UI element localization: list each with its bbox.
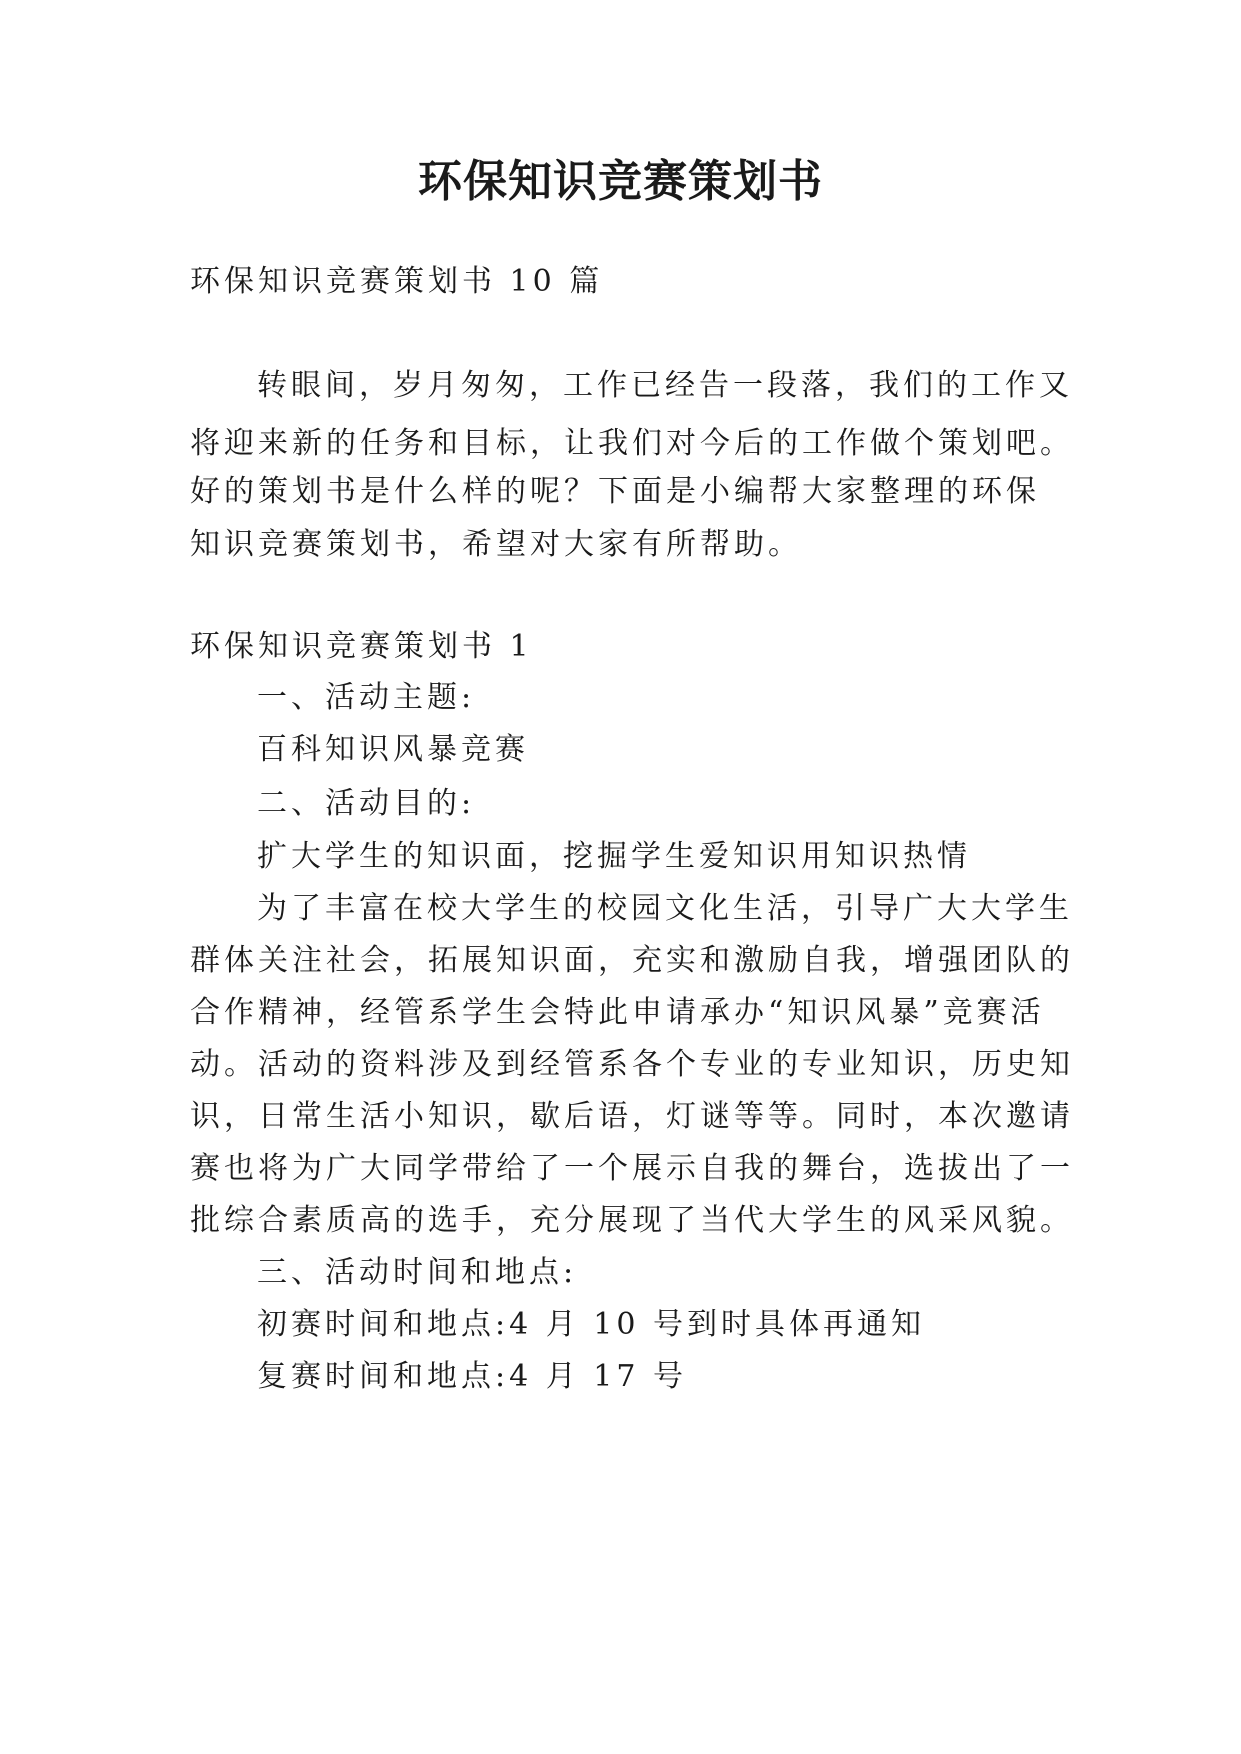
purpose-line-1: 为了丰富在校大学生的校园文化生活，引导广大大学生 xyxy=(257,891,1073,926)
purpose-line-2: 群体关注社会，拓展知识面，充实和激励自我，增强团队的 xyxy=(190,943,1074,978)
item3-heading: 三、活动时间和地点: xyxy=(257,1255,578,1290)
item1-heading: 一、活动主题: xyxy=(257,680,476,715)
purpose-line-7: 批综合素质高的选手，充分展现了当代大学生的风采风貌。 xyxy=(190,1203,1074,1238)
intro-line-4: 知识竞赛策划书，希望对大家有所帮助。 xyxy=(190,527,802,562)
purpose-line-4: 动。活动的资料涉及到经管系各个专业的专业知识，历史知 xyxy=(190,1047,1074,1082)
intro-line-2: 将迎来新的任务和目标，让我们对今后的工作做个策划吧。 xyxy=(190,426,1074,461)
item2-body: 扩大学生的知识面，挖掘学生爱知识用知识热情 xyxy=(257,839,971,874)
purpose-line-5: 识，日常生活小知识，歇后语，灯谜等等。同时，本次邀请 xyxy=(190,1099,1074,1134)
intro-line-3: 好的策划书是什么样的呢？下面是小编帮大家整理的环保 xyxy=(190,474,1040,509)
section1-heading: 环保知识竞赛策划书 1 xyxy=(190,629,533,664)
item1-body: 百科知识风暴竞赛 xyxy=(257,732,529,767)
purpose-line-6: 赛也将为广大同学带给了一个展示自我的舞台，选拔出了一 xyxy=(190,1151,1074,1186)
document-subtitle: 环保知识竞赛策划书 10 篇 xyxy=(190,264,604,299)
purpose-line-3: 合作精神，经管系学生会特此申请承办“知识风暴”竞赛活 xyxy=(190,995,1045,1030)
document-title: 环保知识竞赛策划书 xyxy=(418,156,823,207)
time-line-2: 复赛时间和地点:4 月 17 号 xyxy=(257,1359,687,1394)
intro-line-1: 转眼间，岁月匆匆，工作已经告一段落，我们的工作又 xyxy=(257,368,1073,403)
item2-heading: 二、活动目的: xyxy=(257,786,476,821)
time-line-1: 初赛时间和地点:4 月 10 号到时具体再通知 xyxy=(257,1307,925,1342)
